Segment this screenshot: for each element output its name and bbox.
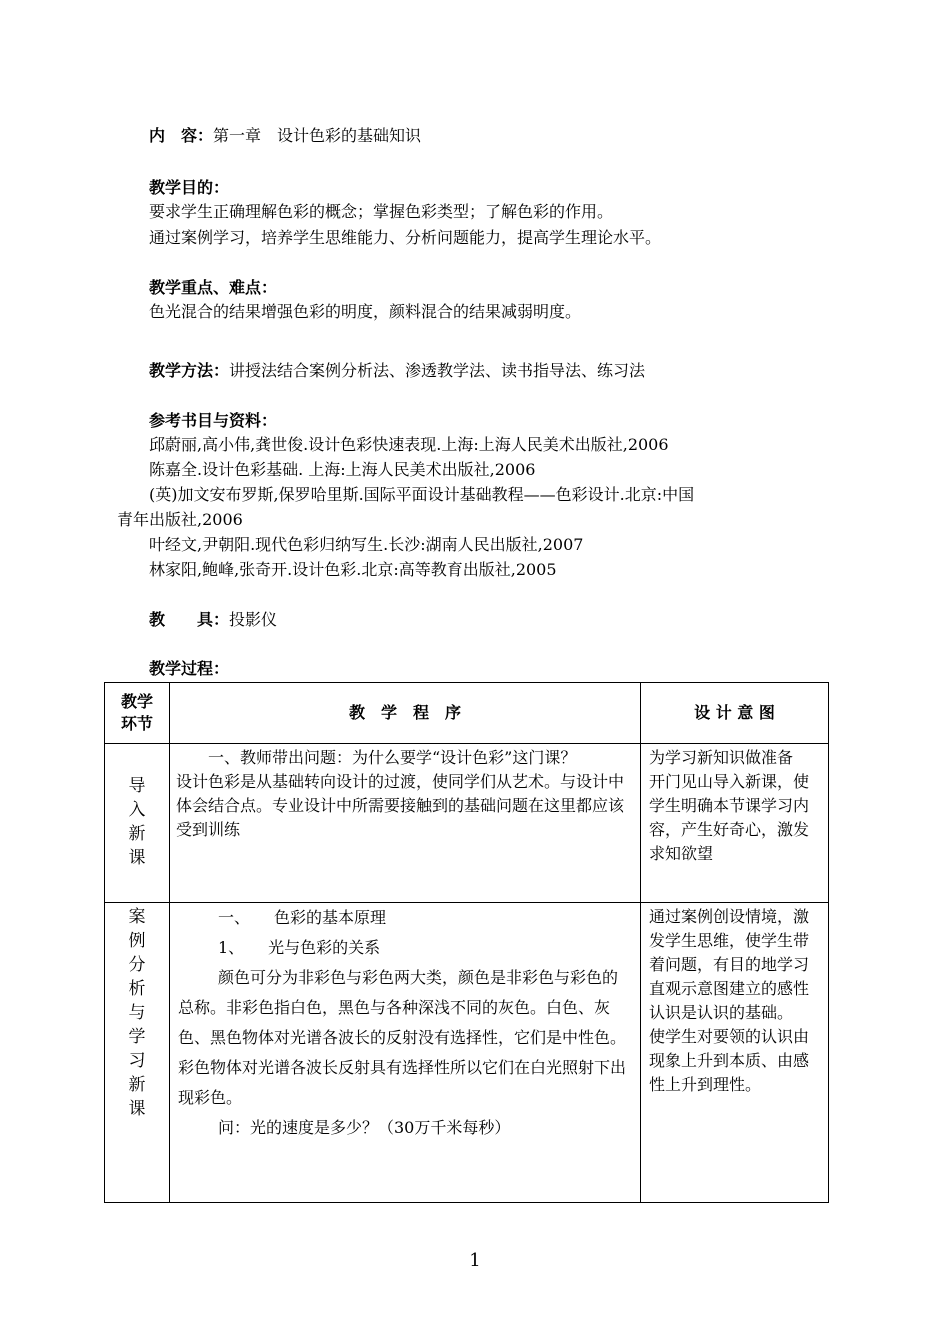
tool-label: 教 具： xyxy=(149,610,230,629)
goal-label: 教学目的： xyxy=(149,178,230,197)
page-number: 1 xyxy=(469,1250,481,1271)
table-header-row xyxy=(105,683,829,744)
ref-item: 林家阳,鲍峰,张奇开.设计色彩.北京:高等教育出版社,2005 xyxy=(149,560,557,579)
content-label: 内 容 xyxy=(149,126,198,145)
stage-cell: 案例分析与学习新课 xyxy=(105,903,170,1203)
key-label: 教学重点、难点： xyxy=(149,278,278,297)
process-table xyxy=(104,682,829,1203)
content-line: 内 容：第一章 设计色彩的基础知识 xyxy=(149,126,422,145)
ref-item: 邱蔚丽,高小伟,龚世俊.设计色彩快速表现.上海:上海人民美术出版社,2006 xyxy=(149,435,669,454)
ref-item: 青年出版社,2006 xyxy=(117,510,243,529)
goal-line-2: 通过案例学习，培养学生思维能力、分析问题能力，提高学生理论水平。 xyxy=(149,228,662,247)
header-intent: 设 计 意 图 xyxy=(641,683,829,744)
ref-item: 陈嘉全.设计色彩基础. 上海:上海人民美术出版社,2006 xyxy=(149,460,536,479)
content-value: 第一章 设计色彩的基础知识 xyxy=(213,126,422,145)
header-stage: 教学环节 xyxy=(105,683,170,744)
intent-cell: 为学习新知识做准备 开门见山导入新课，使学生明确本节课学习内容，产生好奇心，激发求知欲望 xyxy=(641,744,829,903)
tool-value: 投影仪 xyxy=(229,610,278,629)
process-label: 教学过程： xyxy=(149,659,230,678)
goal-line-1: 要求学生正确理解色彩的概念；掌握色彩类型；了解色彩的作用。 xyxy=(149,202,614,221)
intent-cell: 通过案例创设情境，激发学生思维，使学生带着问题，有目的地学习 直观示意图建立的感性认识是认识的基础。 使学生对要领的认识由现象上升到本质、由感性上升到理性。 xyxy=(641,903,829,1203)
ref-item: (英)加文安布罗斯,保罗哈里斯.国际平面设计基础教程——色彩设计.北京:中国 xyxy=(149,485,695,504)
method-line xyxy=(149,360,645,382)
method-value: 讲授法结合案例分析法、渗透教学法、读书指导法、练习法 xyxy=(229,361,646,380)
program-cell: 一、 色彩的基本原理 1、 光与色彩的关系 颜色可分为非彩色与彩色两大类，颜色是非彩色与彩色的总称。非彩色指白色，黑色与各种深浅不同的灰色。白色、灰色、黑色物体对光谱各波长的反射没有选择性，它们是中性色。彩色物体对光谱各波长反射具有选择性所以它们在白光照射下出现彩色。 问：光的速度是多少？（30万千米每秒） xyxy=(170,903,641,1203)
tool-line xyxy=(149,609,277,631)
table-row xyxy=(105,903,829,1203)
key-line: 色光混合的结果增强色彩的明度，颜料混合的结果减弱明度。 xyxy=(149,302,582,321)
refs-label: 参考书目与资料： xyxy=(149,411,278,430)
program-cell: 一、教师带出问题：为什么要学“设计色彩”这门课？ 设计色彩是从基础转向设计的过渡，使同学们从艺术。与设计中体会结合点。专业设计中所需要接触到的基础问题在这里都应该受到训练 xyxy=(170,744,641,903)
method-label: 教学方法： xyxy=(149,361,230,380)
header-program: 教 学 程 序 xyxy=(170,683,641,744)
table-row xyxy=(105,744,829,903)
stage-cell: 导入新课 xyxy=(105,744,170,903)
ref-item: 叶经文,尹朝阳.现代色彩归纳写生.长沙:湖南人民出版社,2007 xyxy=(149,535,584,554)
